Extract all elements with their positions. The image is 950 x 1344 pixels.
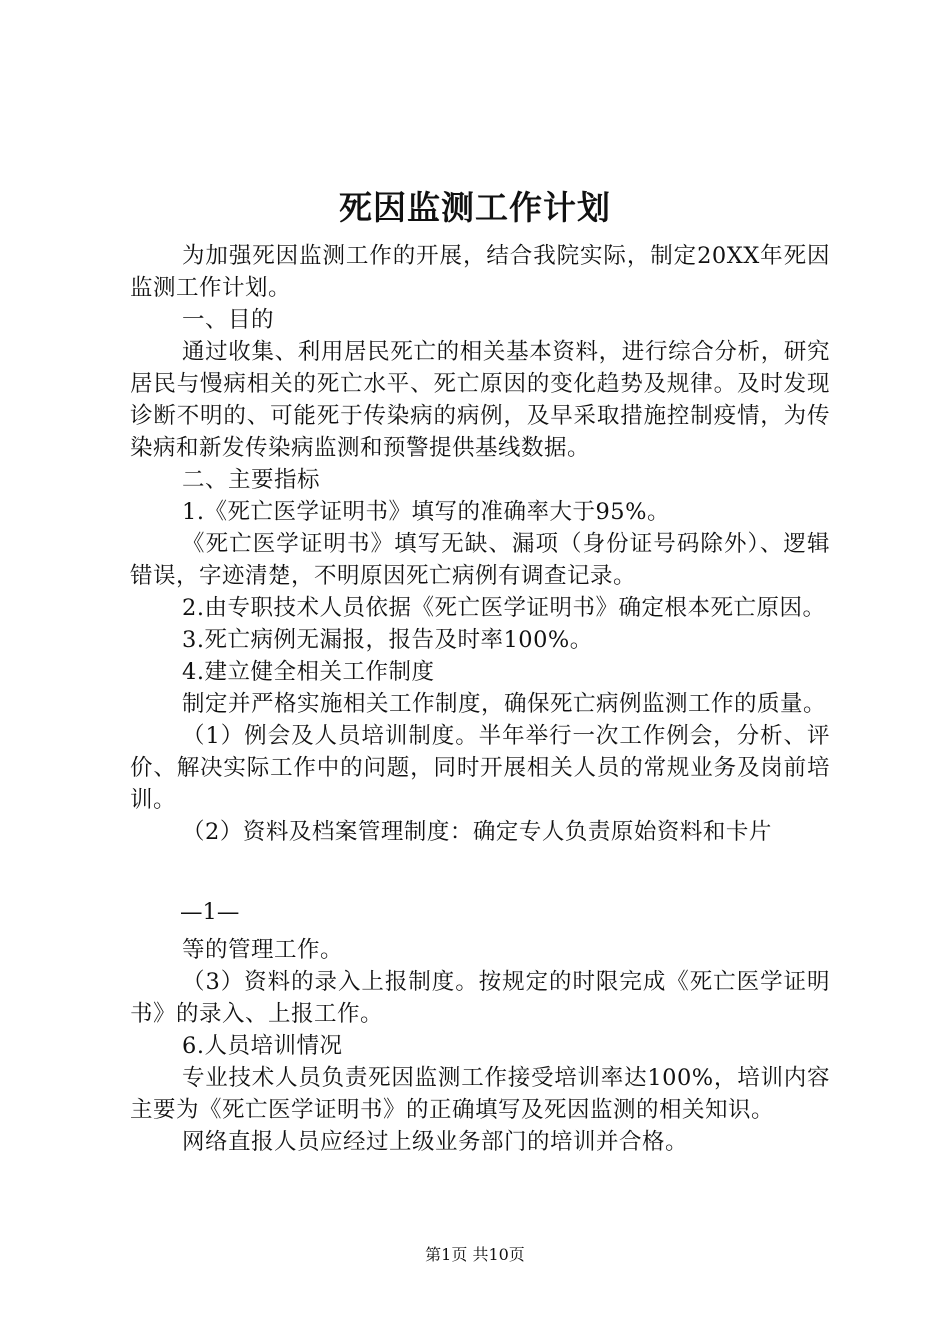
heading-main-indicators: 二、主要指标 [182, 467, 321, 493]
page-footer: 第1页 共10页 [425, 1245, 525, 1264]
paragraph-indicator-2: 2.由专职技术人员依据《死亡医学证明书》确定根本死亡原因。 [182, 595, 826, 621]
paragraph-indicator-3: 3.死亡病例无漏报，报告及时率100%。 [182, 627, 593, 653]
paragraph-indicator-4: 4.建立健全相关工作制度 [182, 659, 435, 685]
paragraph-network-reporting: 网络直报人员应经过上级业务部门的培训并合格。 [182, 1129, 689, 1155]
document-title: 死因监测工作计划 [339, 188, 611, 227]
paragraph-training-heading: 6.人员培训情况 [182, 1033, 343, 1059]
paragraph-purpose: 通过收集、利用居民死亡的相关基本资料，进行综合分析，研究居民与慢病相关的死亡水平、死亡原因的变化趋势及规律。及时发现诊断不明的、可能死于传染病的病例，及早采取措施控制疫情，为传染病和新发传染病监测和预警提供基线数据。 [130, 339, 830, 461]
paragraph-data-entry: （3）资料的录入上报制度。按规定的时限完成《死亡医学证明书》的录入、上报工作。 [130, 969, 830, 1027]
paragraph-intro: 为加强死因监测工作的开展，结合我院实际，制定20XX年死因监测工作计划。 [130, 243, 830, 301]
paragraph-archive-management: （2）资料及档案管理制度：确定专人负责原始资料和卡片 [182, 819, 772, 845]
paragraph-training-detail: 专业技术人员负责死因监测工作接受培训率达100%，培训内容主要为《死亡医学证明书》的正确填写及死因监测的相关知识。 [130, 1065, 830, 1123]
paragraph-indicator-4-detail: 制定并严格实施相关工作制度，确保死亡病例监测工作的质量。 [182, 691, 827, 717]
paragraph-indicator-1: 1.《死亡医学证明书》填写的准确率大于95%。 [182, 499, 670, 525]
paragraph-meeting-training: （1）例会及人员培训制度。半年举行一次工作例会，分析、评价、解决实际工作中的问题，同时开展相关人员的常规业务及岗前培训。 [130, 723, 830, 813]
document-body-first [130, 240, 830, 848]
paragraph-archive-continued: 等的管理工作。 [182, 937, 344, 963]
heading-purpose: 一、目的 [182, 307, 275, 333]
inline-page-number: —1— [180, 899, 240, 925]
document-body-second [130, 934, 830, 1158]
paragraph-indicator-1-detail: 《死亡医学证明书》填写无缺、漏项（身份证号码除外）、逻辑错误，字迹清楚，不明原因死亡病例有调查记录。 [130, 531, 830, 589]
